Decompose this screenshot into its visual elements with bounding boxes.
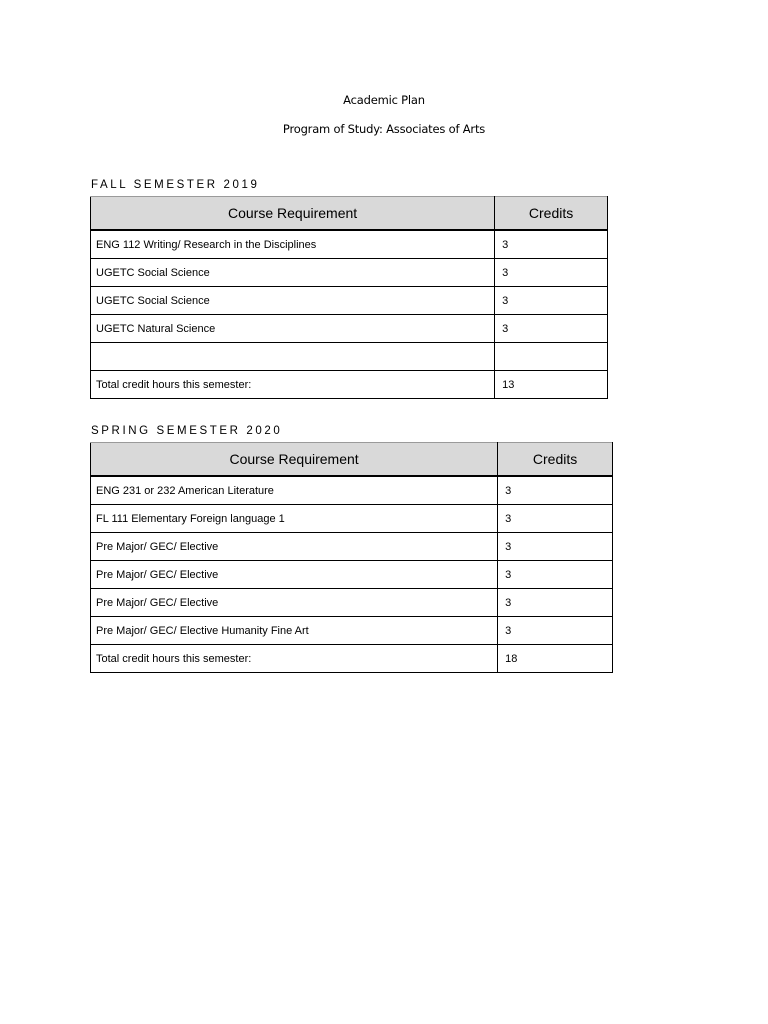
course-cell: ENG 231 or 232 American Literature: [91, 476, 498, 505]
table-row: [91, 589, 613, 617]
total-label: Total credit hours this semester:: [91, 371, 495, 399]
credits-cell: [495, 343, 608, 371]
course-cell: Pre Major/ GEC/ Elective: [91, 589, 498, 617]
table-row: [91, 617, 613, 645]
table-row: [91, 259, 608, 287]
credits-cell: 3: [498, 505, 613, 533]
table-header-row: [91, 197, 608, 231]
spring-semester-table: [90, 442, 613, 673]
credits-cell: 3: [498, 476, 613, 505]
course-requirement-header: Course Requirement: [91, 443, 498, 477]
table-row: [91, 505, 613, 533]
credits-cell: 3: [498, 533, 613, 561]
course-cell: [91, 343, 495, 371]
total-label: Total credit hours this semester:: [91, 645, 498, 673]
credits-cell: 3: [495, 259, 608, 287]
course-cell: Pre Major/ GEC/ Elective: [91, 533, 498, 561]
course-cell: UGETC Natural Science: [91, 315, 495, 343]
table-row: [91, 476, 613, 505]
fall-semester-heading: FALL SEMESTER 2019: [91, 179, 260, 191]
table-row: [91, 561, 613, 589]
credits-cell: 3: [498, 617, 613, 645]
table-row: [91, 230, 608, 259]
total-row: [91, 645, 613, 673]
course-cell: Pre Major/ GEC/ Elective Humanity Fine Art: [91, 617, 498, 645]
total-credits: 18: [498, 645, 613, 673]
course-cell: FL 111 Elementary Foreign language 1: [91, 505, 498, 533]
credits-cell: 3: [498, 561, 613, 589]
page-title: Academic Plan: [343, 93, 425, 107]
credits-header: Credits: [498, 443, 613, 477]
credits-cell: 3: [495, 230, 608, 259]
credits-cell: 3: [498, 589, 613, 617]
table-header-row: [91, 443, 613, 477]
course-cell: Pre Major/ GEC/ Elective: [91, 561, 498, 589]
course-cell: UGETC Social Science: [91, 259, 495, 287]
table-row: [91, 287, 608, 315]
total-row: [91, 371, 608, 399]
total-credits: 13: [495, 371, 608, 399]
course-cell: UGETC Social Science: [91, 287, 495, 315]
table-row: [91, 315, 608, 343]
course-cell: ENG 112 Writing/ Research in the Disciplines: [91, 230, 495, 259]
table-row: [91, 343, 608, 371]
credits-header: Credits: [495, 197, 608, 231]
table-row: [91, 533, 613, 561]
credits-cell: 3: [495, 287, 608, 315]
credits-cell: 3: [495, 315, 608, 343]
spring-semester-heading: SPRING SEMESTER 2020: [91, 425, 283, 437]
program-of-study: Program of Study: Associates of Arts: [282, 122, 486, 136]
fall-semester-table: [90, 196, 608, 399]
course-requirement-header: Course Requirement: [91, 197, 495, 231]
